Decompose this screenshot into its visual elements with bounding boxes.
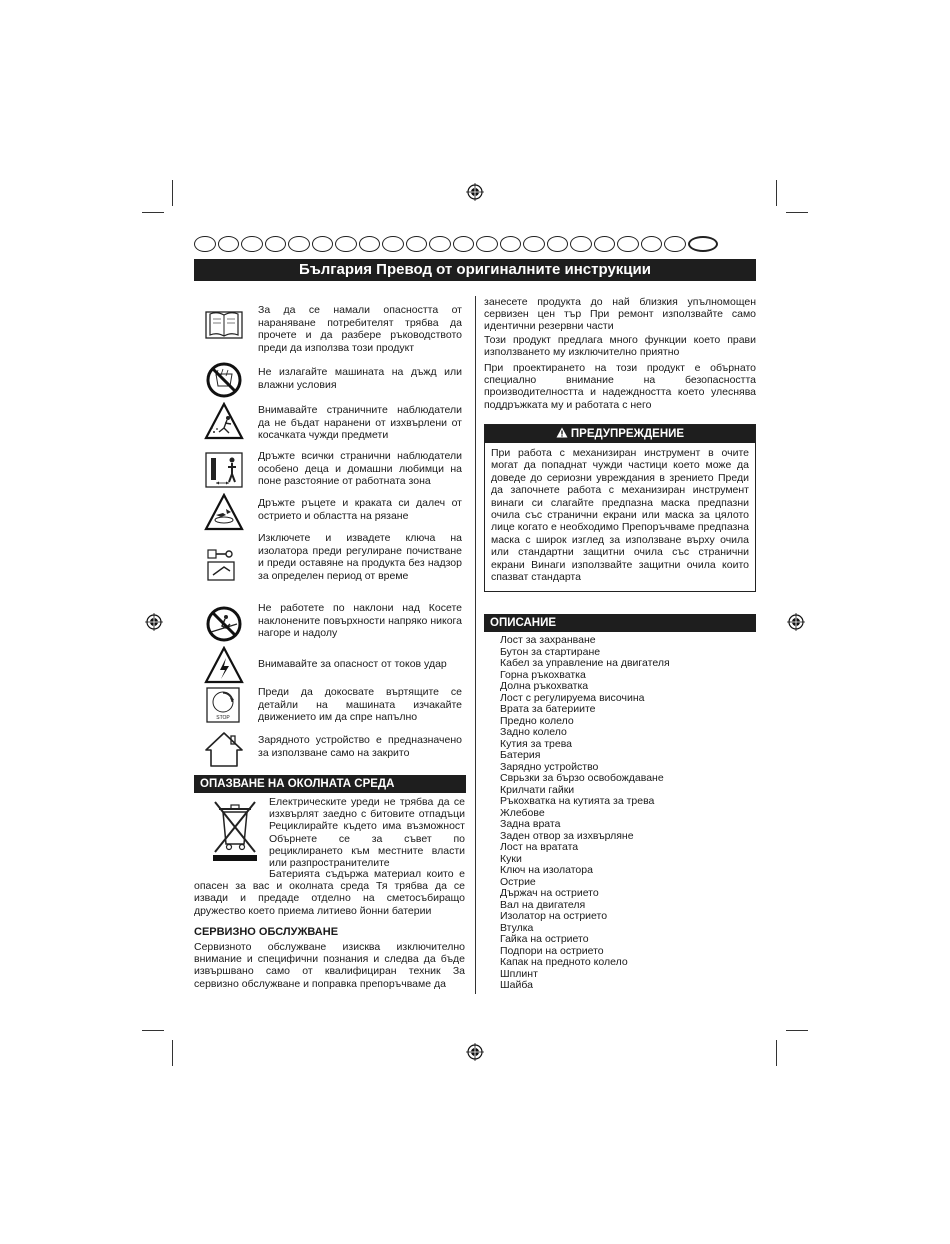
intro-paragraph: занесете продукта до най близкия упълномощен сервизен цен тър При ремонт използвайте само идентични резервни части xyxy=(484,296,756,333)
language-oval xyxy=(641,236,663,252)
registration-mark-icon xyxy=(466,183,484,201)
key-removal-icon xyxy=(204,546,244,586)
page-title: България Превод от оригиналните инструкции xyxy=(194,259,756,281)
language-oval xyxy=(453,236,475,252)
rotating-blade-icon xyxy=(204,686,244,726)
language-oval xyxy=(500,236,522,252)
list-item: Ръкохватка на кутията за трева xyxy=(500,795,655,807)
safety-text: Внимавайте страничните наблюдатели да не бъдат наранени от изхвърлени от косачката чужди предмети xyxy=(258,404,462,442)
language-oval xyxy=(523,236,545,252)
list-item: Втулка xyxy=(500,921,534,934)
list-item: Шайба xyxy=(500,979,533,991)
column-divider xyxy=(475,296,476,994)
safety-text: Дръжте всички странични наблюдатели особено деца и домашни любимци на поне разстояние от работната зона xyxy=(258,450,462,488)
list-item: Куки xyxy=(500,852,522,865)
crop-mark xyxy=(776,180,777,206)
list-item: Задна врата xyxy=(500,818,561,830)
warning-box xyxy=(484,424,756,592)
warning-triangle-icon xyxy=(556,427,568,438)
list-item: Кабел за управление на двигателя xyxy=(500,657,670,669)
indoor-house-icon xyxy=(204,730,244,770)
language-oval xyxy=(359,236,381,252)
list-item: Острие xyxy=(500,875,536,888)
list-item: Капак на предното колело xyxy=(500,956,628,968)
list-item: Гайка на острието xyxy=(500,933,589,945)
safety-text: Преди да докосвате въртящите се детайли на машината изчакайте движението им да спре напълно xyxy=(258,686,462,724)
hands-feet-icon xyxy=(204,493,244,533)
safety-text: Не работете по наклони над Косете наклонените повърхности напряко никога нагоре и надолу xyxy=(258,602,462,640)
language-oval xyxy=(429,236,451,252)
list-item: Задно колело xyxy=(500,726,567,738)
crop-mark xyxy=(172,1040,173,1066)
crop-mark xyxy=(172,180,173,206)
language-oval xyxy=(241,236,263,252)
crop-mark xyxy=(786,1030,808,1031)
registration-mark-icon xyxy=(466,1043,484,1061)
list-item: Горна ръкохватка xyxy=(500,668,586,681)
language-oval xyxy=(312,236,334,252)
language-oval xyxy=(547,236,569,252)
intro-paragraph: При проектирането на този продукт е обърнато специално внимание на безопасността производителността и надеждността което улеснява поддръжката му и работата с него xyxy=(484,362,756,411)
service-heading: СЕРВИЗНО ОБСЛУЖВАНЕ xyxy=(194,926,339,938)
list-item: Изолатор на острието xyxy=(500,910,608,922)
crop-mark xyxy=(786,212,808,213)
list-item: Крилчати гайки xyxy=(500,783,575,796)
book-icon xyxy=(204,304,244,344)
list-item: Зарядно устройство xyxy=(500,760,599,773)
safety-text: Внимавайте за опасност от токов удар xyxy=(258,658,447,670)
list-item: Лост на вратата xyxy=(500,841,579,853)
list-item: Шплинт xyxy=(500,967,538,980)
warning-heading: ПРЕДУПРЕЖДЕНИЕ xyxy=(570,428,685,440)
safety-text: Зарядното устройство е предназначено за използване само на закрито xyxy=(258,734,462,759)
list-item: Бутон за стартиране xyxy=(500,645,601,658)
intro-paragraph: Този продукт предлага много функции което прави използването му изключително приятно xyxy=(484,334,756,359)
language-oval xyxy=(194,236,216,252)
list-item: Врата за батериите xyxy=(500,703,596,715)
battery-disposal-text: Батерията съдържа материал които е опасен за вас и околната среда Тя трябва да се извади и предаде отделно на сметосъбиращо дружество което приема литиево йонни батерии xyxy=(194,868,465,917)
no-rain-icon xyxy=(204,360,244,400)
crop-mark xyxy=(142,212,164,213)
thrown-objects-icon xyxy=(204,402,244,442)
language-oval xyxy=(617,236,639,252)
language-oval xyxy=(594,236,616,252)
safety-text: Дръжте ръцете и краката си далеч от острието и областта на рязане xyxy=(258,497,462,522)
language-oval xyxy=(688,236,718,252)
safety-text: Не излагайте машината на дъжд или влажни условия xyxy=(258,366,462,391)
environment-text: Електрическите уреди не трябва да се изхвърлят заедно с битовите отпадъци Рециклирайте където има възможност Обърнете се за съвет по рециклирането към местните власти или разпространителите xyxy=(269,796,465,870)
list-item: Долна ръкохватка xyxy=(500,680,589,692)
list-item: Подпори на острието xyxy=(500,944,604,957)
warning-header xyxy=(485,425,755,443)
language-oval xyxy=(476,236,498,252)
list-item: Жлебове xyxy=(500,806,545,819)
language-oval xyxy=(382,236,404,252)
parts-list xyxy=(500,635,670,992)
list-item: Ключ на изолатора xyxy=(500,864,593,876)
safety-text: За да се намали опасността от нараняване потребителят трябва да прочете и да разбере ръководството преди да използва този продукт xyxy=(258,304,462,354)
warning-text: При работа с механизиран инструмент в очите могат да попаднат чужди частици което може да доведе до сериозни увреждания в зрението Преди да започнете работа с механизиран инструмент винаги си слагайте предпазна маска предпазни очила със странични екрани или маска за цялото лице когато е необходимо Препоръчваме предпазна маска с широк изглед за използване върху очила или стандартни защитни очила със странични екрани Винаги използвайте защитни очила които спазват стандарта xyxy=(491,447,749,584)
list-item: Държач на острието xyxy=(500,887,599,899)
registration-mark-icon xyxy=(787,613,805,631)
list-item: Кутия за трева xyxy=(500,737,573,750)
environment-heading: ОПАЗВАНЕ НА ОКОЛНАТА СРЕДА xyxy=(194,775,466,793)
crop-mark xyxy=(142,1030,164,1031)
svg-text:STOP: STOP xyxy=(216,715,230,721)
registration-mark-icon xyxy=(145,613,163,631)
electric-shock-icon xyxy=(204,646,244,686)
language-oval xyxy=(288,236,310,252)
list-item: Заден отвор за изхвърляне xyxy=(500,829,634,842)
language-oval xyxy=(265,236,287,252)
list-item: Батерия xyxy=(500,749,541,761)
list-item: Лост за захранване xyxy=(500,634,596,646)
language-oval xyxy=(406,236,428,252)
language-oval xyxy=(570,236,592,252)
service-text: Сервизното обслужване изисква изключително внимание и специфични познания и следва да бъде извършвано само от квалифициран техник За сервизно обслужване и поправка препоръчваме да xyxy=(194,941,465,990)
list-item: Лост с регулируема височина xyxy=(500,691,645,704)
no-slope-icon xyxy=(204,604,244,644)
weee-bin-icon xyxy=(209,798,261,862)
language-oval xyxy=(664,236,686,252)
safety-text: Изключете и извадете ключа на изолатора преди регулиране почистване и преди оставяне на продукта без надзор за определен период от време xyxy=(258,532,462,582)
list-item: Вал на двигателя xyxy=(500,898,586,911)
language-oval xyxy=(335,236,357,252)
list-item: Предно колело xyxy=(500,714,574,727)
language-oval xyxy=(218,236,240,252)
description-heading: ОПИСАНИЕ xyxy=(484,614,756,632)
list-item: Сврьзки за бързо освобождаване xyxy=(500,772,664,784)
keep-distance-icon xyxy=(204,450,244,490)
language-selector-ovals xyxy=(194,236,756,254)
crop-mark xyxy=(776,1040,777,1066)
